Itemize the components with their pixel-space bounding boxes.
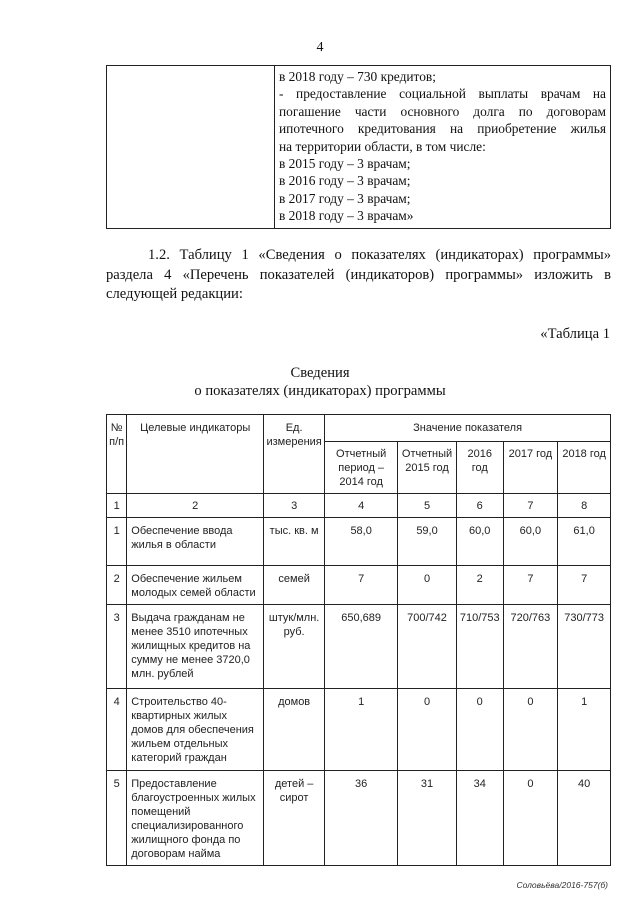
row-value: 59,0: [398, 518, 457, 566]
column-number: 2: [127, 494, 264, 518]
header-period-2018: 2018 год: [558, 442, 611, 494]
row-number: 5: [107, 771, 127, 866]
continuation-table: [106, 65, 611, 229]
amendment-paragraph: [106, 246, 611, 305]
row-value: 7: [503, 566, 558, 605]
table-row: [107, 566, 611, 605]
row-indicator: Обеспечение жильем молодых семей области: [127, 566, 264, 605]
header-period-2016: 2016 год: [456, 442, 503, 494]
header-value-group: Значение показателя: [325, 415, 611, 442]
continuation-line: в 2015 году – 3 врачам;: [279, 156, 411, 172]
header-period-2014: Отчетный период – 2014 год: [325, 442, 398, 494]
footer-note: Соловьёва/2016-757(б): [516, 880, 608, 890]
row-value: 7: [325, 566, 398, 605]
row-value: 710/753: [456, 605, 503, 689]
row-value: 1: [558, 689, 611, 771]
table-row: [107, 605, 611, 689]
row-value: 0: [456, 689, 503, 771]
row-value: 650,689: [325, 605, 398, 689]
row-value: 34: [456, 771, 503, 866]
paragraph-line: следующей редакции:: [106, 286, 243, 302]
row-value: 720/763: [503, 605, 558, 689]
row-value: 36: [325, 771, 398, 866]
row-number: 3: [107, 605, 127, 689]
continuation-line: ипотечного кредитования на приобретение жилья: [279, 121, 606, 137]
row-unit: детей – сирот: [264, 771, 325, 866]
row-indicator: Предоставление благоустроенных жилых помещений специализированного жилищного фонда по договорам найма: [127, 771, 264, 866]
continuation-line: погашение части основного долга по договорам: [279, 103, 606, 119]
row-number: 4: [107, 689, 127, 771]
row-unit: тыс. кв. м: [264, 518, 325, 566]
column-number: 6: [456, 494, 503, 518]
continuation-line: в 2018 году – 730 кредитов;: [279, 69, 436, 84]
row-value: 7: [558, 566, 611, 605]
row-value: 31: [398, 771, 457, 866]
row-value: 1: [325, 689, 398, 771]
row-value: 60,0: [503, 518, 558, 566]
header-period-2017: 2017 год: [503, 442, 558, 494]
table-heading: [0, 364, 640, 400]
row-value: 2: [456, 566, 503, 605]
page-number: 4: [316, 40, 324, 55]
continuation-line: на территории области, в том числе:: [279, 138, 486, 154]
table-row: [107, 771, 611, 866]
column-number: 4: [325, 494, 398, 518]
column-number: 3: [264, 494, 325, 518]
row-unit: домов: [264, 689, 325, 771]
column-number: 5: [398, 494, 457, 518]
row-value: 40: [558, 771, 611, 866]
row-unit: семей: [264, 566, 325, 605]
table-label: «Таблица 1: [540, 326, 610, 342]
row-value: 58,0: [325, 518, 398, 566]
table-row: [107, 689, 611, 771]
header-unit: Ед. измерения: [264, 415, 325, 494]
column-number: 7: [503, 494, 558, 518]
row-indicator: Обеспечение ввода жилья в области: [127, 518, 264, 566]
row-value: 60,0: [456, 518, 503, 566]
row-value: 0: [398, 566, 457, 605]
continuation-line: - предоставление социальной выплаты врачам на: [279, 86, 606, 102]
paragraph-line: 1.2. Таблицу 1 «Сведения о показателях (индикаторах) программы»: [148, 247, 611, 263]
continuation-text-cell: [275, 66, 611, 229]
column-number: 8: [558, 494, 611, 518]
row-value: 61,0: [558, 518, 611, 566]
row-value: 730/773: [558, 605, 611, 689]
row-value: 0: [398, 689, 457, 771]
heading-line-2: о показателях (индикаторах) программы: [194, 383, 446, 399]
row-number: 2: [107, 566, 127, 605]
header-num: № п/п: [107, 415, 127, 494]
column-number: 1: [107, 494, 127, 518]
row-value: 700/742: [398, 605, 457, 689]
row-value: 0: [503, 689, 558, 771]
paragraph-line: раздела 4 «Перечень показателей (индикаторов) программы» изложить в: [106, 266, 611, 283]
continuation-line: в 2018 году – 3 врачам»: [279, 208, 414, 224]
continuation-empty-cell: [107, 66, 275, 229]
continuation-line: в 2016 году – 3 врачам;: [279, 173, 411, 189]
header-period-2015: Отчетный 2015 год: [398, 442, 457, 494]
indicators-table: [106, 414, 611, 866]
row-indicator: Строительство 40-квартирных жилых домов для обеспечения жильем отдельных категорий граждан: [127, 689, 264, 771]
row-unit: штук/млн. руб.: [264, 605, 325, 689]
column-number-row: [107, 494, 611, 518]
continuation-line: в 2017 году – 3 врачам;: [279, 190, 411, 206]
row-value: 0: [503, 771, 558, 866]
heading-line-1: Сведения: [290, 365, 350, 381]
row-indicator: Выдача гражданам не менее 3510 ипотечных жилищных кредитов на сумму не менее 3720,0 млн. рублей: [127, 605, 264, 689]
header-indicator: Целевые индикаторы: [127, 415, 264, 494]
row-number: 1: [107, 518, 127, 566]
table-row: [107, 518, 611, 566]
